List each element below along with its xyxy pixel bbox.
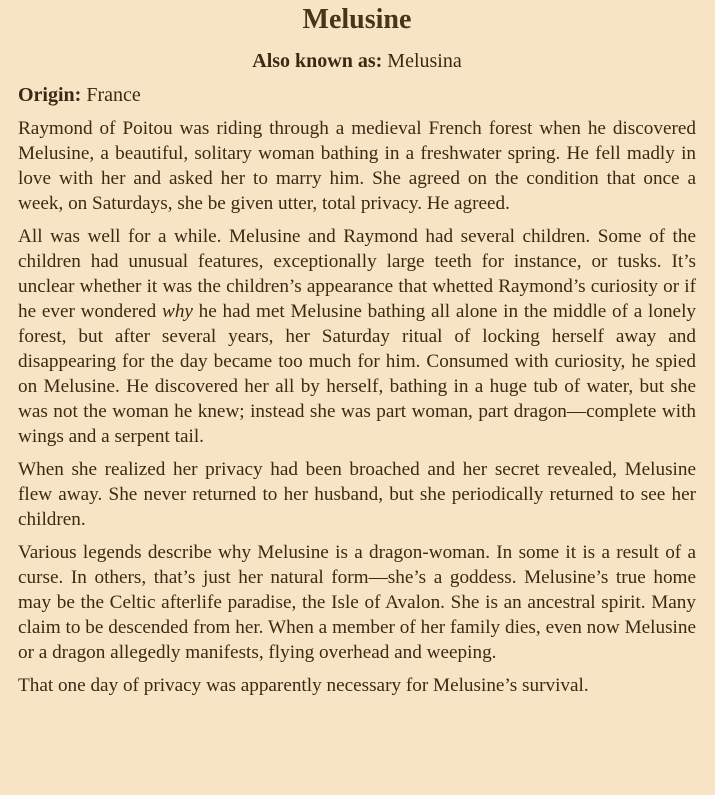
also-known-as-label: Also known as: bbox=[252, 50, 383, 72]
entry-title: Melusine bbox=[302, 4, 412, 35]
paragraph-2 bbox=[18, 224, 696, 449]
also-known-as-value: Melusina bbox=[387, 50, 462, 72]
also-known-as bbox=[18, 48, 696, 74]
paragraph-5: That one day of privacy was apparently necessary for Melusine’s survival. bbox=[18, 675, 589, 696]
origin bbox=[18, 82, 696, 108]
paragraph-3: When she realized her privacy had been broached and her secret revealed, Melusine flew away. She never returned to her husband, but she periodically returned to see her children. bbox=[18, 459, 696, 530]
paragraph-2-emphasis: why bbox=[162, 301, 193, 322]
origin-label: Origin: bbox=[18, 84, 82, 106]
paragraph-2-part-1: All was well for a while. Melusine and Raymond had several children. Some of the children had unusual features, exceptionally large teeth for instance, or tusks. It’s unclear whether it was the children’s appearance that whetted Raymond’s curiosity or if he ever wondered bbox=[18, 226, 696, 322]
origin-value: France bbox=[86, 84, 141, 106]
paragraph-2-part-2: he had met Melusine bathing all alone in the middle of a lonely forest, but after several years, her Saturday ritual of locking herself away and disappearing for the day became too much for him. Consumed with curiosity, he spied on Melusine. He discovered her all by herself, bathing in a huge tub of water, but she was not the woman he knew; instead she was part woman, part dragon—complete with wings and a serpent tail. bbox=[18, 301, 696, 447]
paragraph-4: Various legends describe why Melusine is a dragon-woman. In some it is a result of a curse. In others, that’s just her natural form—she’s a goddess. Melusine’s true home may be the Celtic afterlife paradise, the Isle of Avalon. She is an ancestral spirit. Many claim to be descended from her. When a member of her family dies, even now Melusine or a dragon allegedly manifests, flying overhead and weeping. bbox=[18, 542, 696, 663]
paragraph-1: Raymond of Poitou was riding through a medieval French forest when he discovered Melusine, a beautiful, solitary woman bathing in a freshwater spring. He fell madly in love with her and asked her to marry him. She agreed on the condition that once a week, on Saturdays, she be given utter, total privacy. He agreed. bbox=[18, 118, 696, 214]
